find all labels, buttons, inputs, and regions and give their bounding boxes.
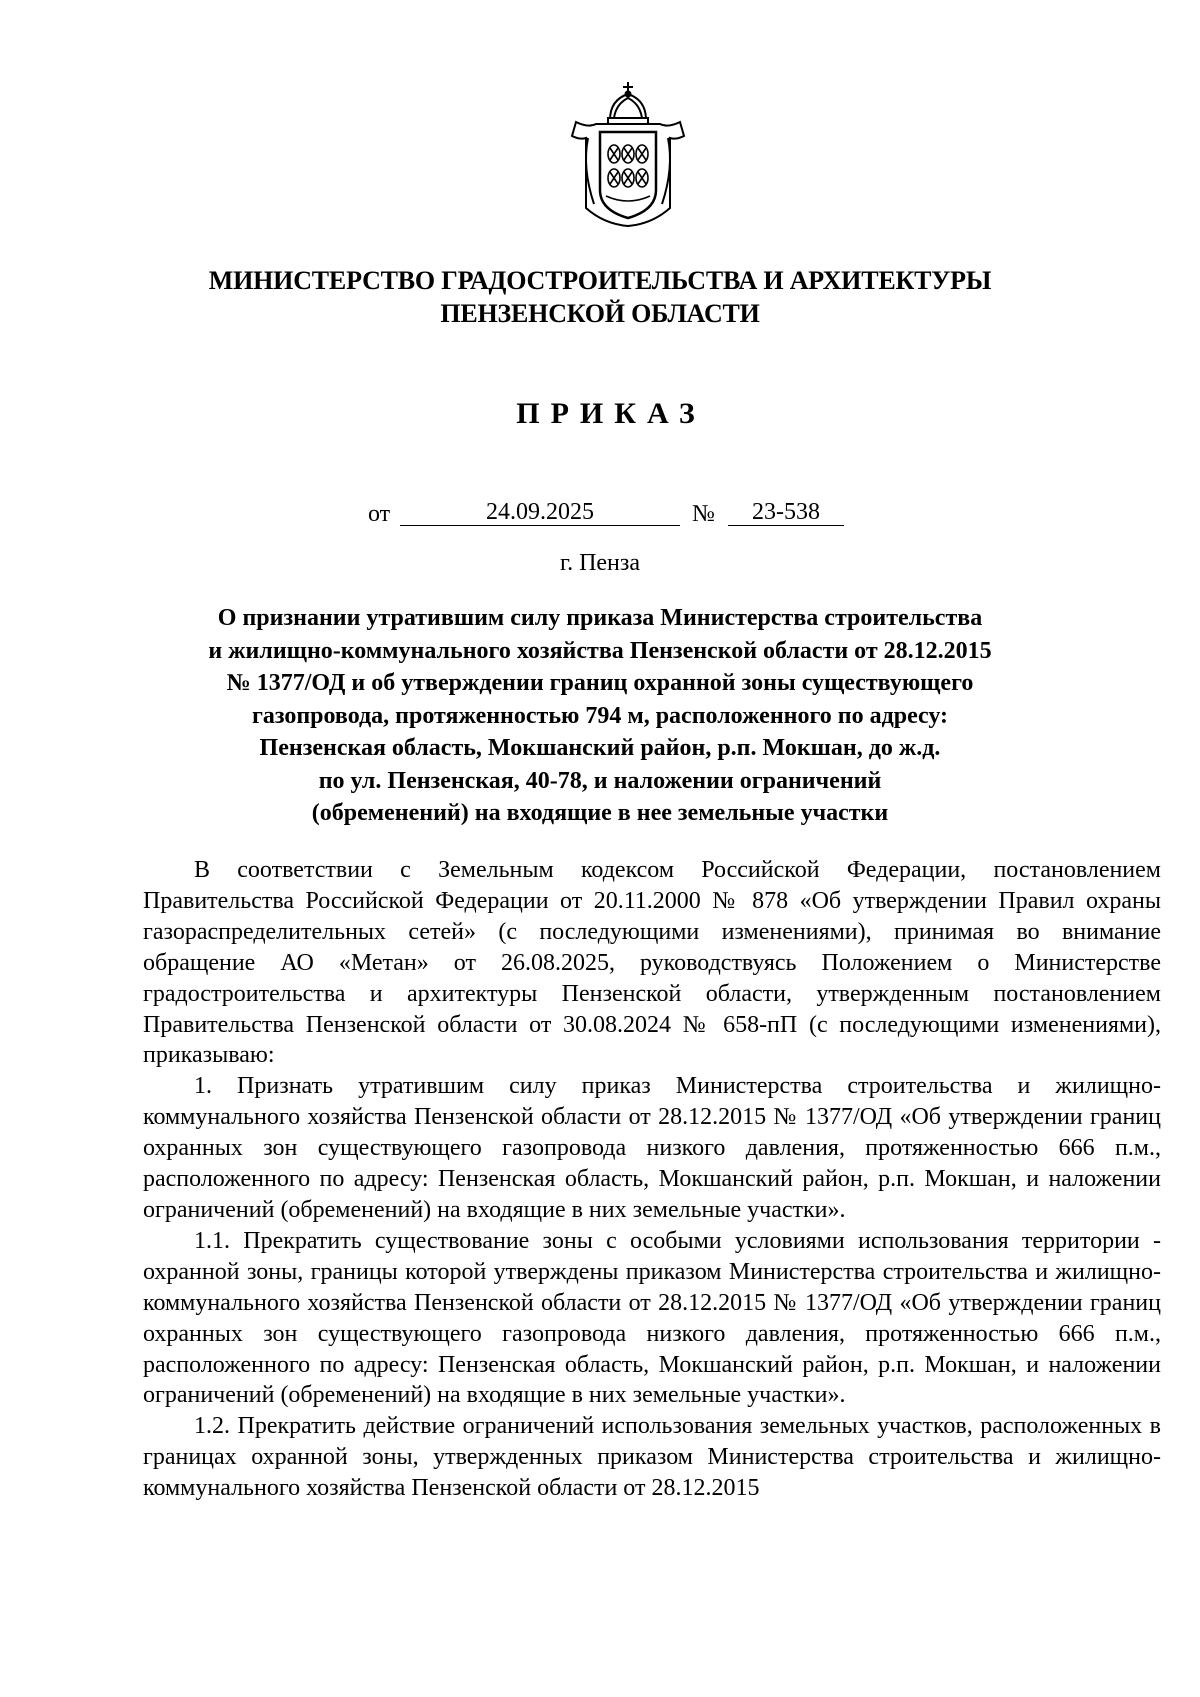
title-line: Пензенская область, Мокшанский район, р.п. Мокшан, до ж.д.	[259, 735, 941, 761]
title-line: (обременений) на входящие в нее земельные участки	[311, 800, 889, 826]
document-number: 23-538	[728, 497, 844, 526]
body-paragraph-item-1: 1. Признать утратившим силу приказ Министерства строительства и жилищно-коммунального хозяйства Пензенской области от 28.12.2015 № 1377/ОД «Об утверждении границ охранных зон существующего газопровода низкого давления, протяженностью 666 п.м., расположенного по адресу: Пензенская область, Мокшанский район, р.п. Мокшан, и наложении ограничений (обременений) на входящие в них земельные участки».	[143, 1073, 1161, 1223]
title-line: № 1377/ОД и об утверждении границ охранной зоны существующего	[226, 670, 974, 696]
ministry-name	[120, 264, 1080, 330]
title-line: по ул. Пензенская, 40-78, и наложении ограничений	[318, 767, 882, 794]
document-body	[143, 855, 1161, 1504]
ministry-name-line2: ПЕНЗЕНСКОЙ ОБЛАСТИ	[440, 299, 760, 328]
document-city: г. Пенза	[559, 550, 641, 576]
penza-oblast-coat-of-arms-icon	[566, 78, 690, 228]
date-prefix: от	[368, 501, 391, 527]
body-paragraph-preamble: В соответствии с Земельным кодексом Российской Федерации, постановлением Правительства Российской Федерации от 20.11.2000 № 878 «Об утверждении Правил охраны газораспределительных сетей» (с последующими изменениями), принимая во внимание обращение АО «Метан» от 26.08.2025, руководствуясь Положением о Министерстве градостроительства и архитектуры Пензенской области, утвержденным постановлением Правительства Пензенской области от 30.08.2024 № 658-пП (с последующими изменениями), приказываю:	[143, 857, 1161, 1069]
body-paragraph-item-1-2: 1.2. Прекратить действие ограничений использования земельных участков, расположенных в границах охранной зоны, утвержденных приказом Министерства строительства и жилищно-коммунального хозяйства Пензенской области от 28.12.2015	[143, 1413, 1161, 1502]
document-title	[120, 602, 1080, 830]
requisites-line	[368, 497, 868, 529]
document-type: ПРИКАЗ	[516, 397, 706, 430]
title-line: О признании утратившим силу приказа Министерства строительства	[217, 605, 983, 631]
ministry-name-line1: МИНИСТЕРСТВО ГРАДОСТРОИТЕЛЬСТВА И АРХИТЕКТУРЫ	[208, 266, 992, 295]
document-date: 24.09.2025	[400, 497, 680, 526]
number-sign: №	[692, 501, 715, 527]
title-line: и жилищно-коммунального хозяйства Пензенской области от 28.12.2015	[208, 637, 992, 664]
title-line: газопровода, протяженностью 794 м, расположенного по адресу:	[251, 702, 949, 729]
body-paragraph-item-1-1: 1.1. Прекратить существование зоны с особыми условиями использования территории - охранной зоны, границы которой утверждены приказом Министерства строительства и жилищно-коммунального хозяйства Пензенской области от 28.12.2015 № 1377/ОД «Об утверждении границ охранных зон существующего газопровода низкого давления, протяженностью 666 п.м., расположенного по адресу: Пензенская область, Мокшанский район, р.п. Мокшан, и наложении ограничений (обременений) на входящие в них земельные участки».	[143, 1227, 1161, 1409]
